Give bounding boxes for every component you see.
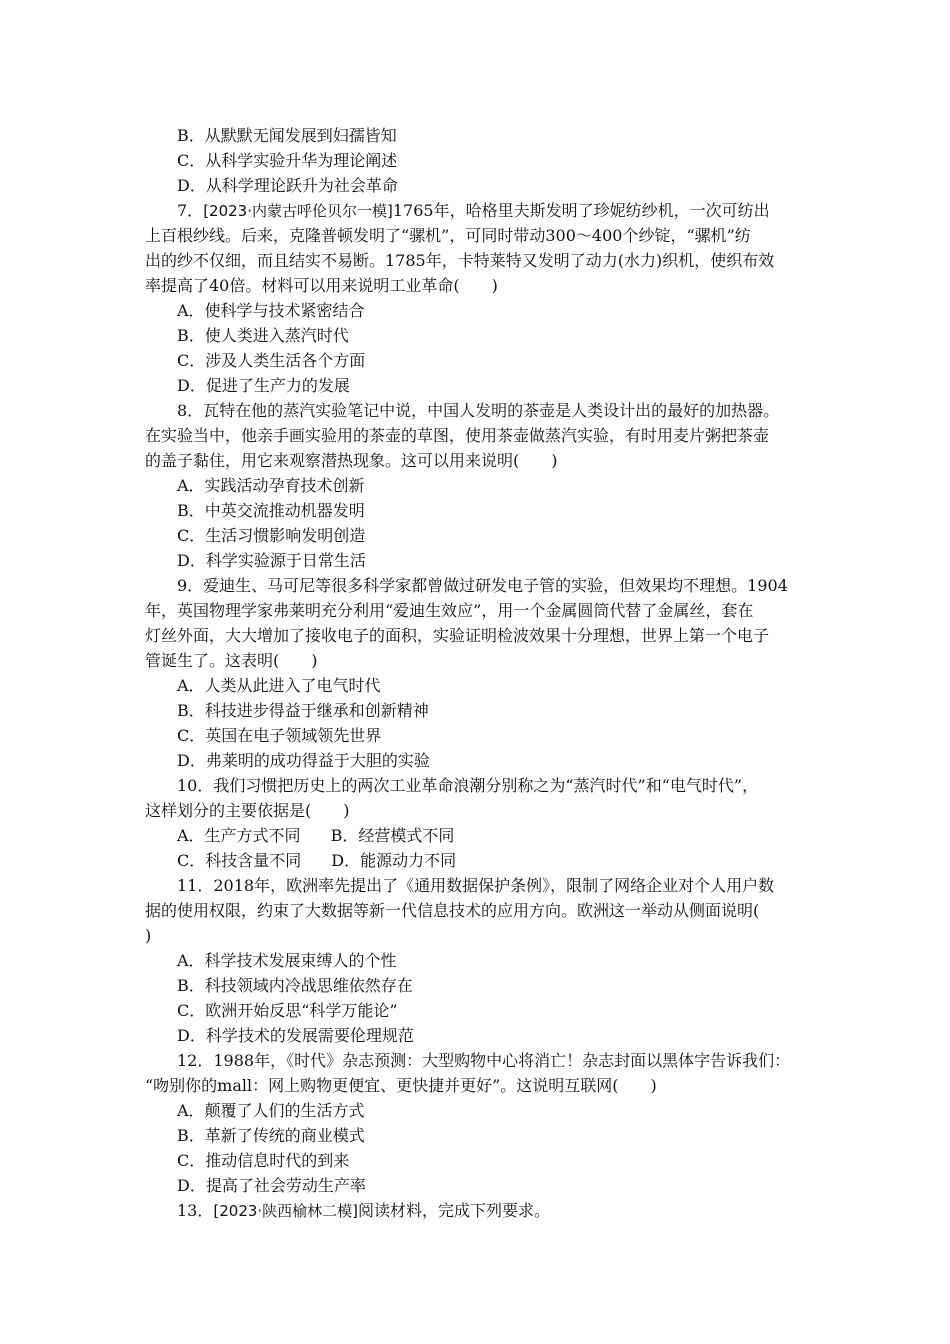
q12-option-b: B．革新了传统的商业模式 — [177, 1126, 365, 1145]
q9-option-d: D．弗莱明的成功得益于大胆的实验 — [177, 751, 430, 770]
q13-stem: 13．[2023·陕西榆林二模]阅读材料，完成下列要求。 — [177, 1201, 551, 1220]
q10-option-c: C．科技含量不同 — [177, 851, 302, 870]
document-page — [145, 123, 817, 1223]
q13-source: [2023·陕西榆林二模] — [213, 1202, 359, 1220]
q11-stem-line-2: 据的使用权限，约束了大数据等新一代信息技术的应用方向。欧洲这一举动从侧面说明( — [145, 901, 760, 920]
q7-option-c: C．涉及人类生活各个方面 — [177, 351, 366, 370]
q6-option-b: B．从默默无闻发展到妇孺皆知 — [177, 126, 397, 145]
q10-options-row-1 — [145, 823, 817, 848]
q12-option-d: D．提高了社会劳动生产率 — [177, 1176, 366, 1195]
q7-stem-line-3: 出的纱不仅细，而且结实不易断。1785年，卡特莱特又发明了动力(水力)织机，使织布效 — [145, 251, 775, 270]
q12-option-c: C．推动信息时代的到来 — [177, 1151, 350, 1170]
q10-stem-line-2: 这样划分的主要依据是( ) — [145, 801, 350, 820]
q8-option-b: B．中英交流推动机器发明 — [177, 501, 365, 520]
q11-option-b: B．科技领域内冷战思维依然存在 — [177, 976, 413, 995]
q11-option-a: A．科学技术发展束缚人的个性 — [177, 951, 397, 970]
q10-option-d: D．能源动力不同 — [331, 851, 457, 870]
q9-stem-line-4: 管诞生了。这表明( ) — [145, 651, 318, 670]
q7-stem-line-2: 上百根纱线。后来，克隆普顿发明了“骡机”，可同时带动300～400个纱锭，“骡机”纺 — [145, 226, 751, 245]
q12-stem-line-1: 12．1988年，《时代》杂志预测：大型购物中心将消亡！杂志封面以黑体字告诉我们： — [177, 1051, 791, 1070]
q10-options-row-2 — [145, 848, 817, 873]
q7-stem-line-4: 率提高了40倍。材料可以用来说明工业革命( ) — [145, 276, 498, 295]
q12-option-a: A．颠覆了人们的生活方式 — [177, 1101, 365, 1120]
q11-stem-line-1: 11．2018年，欧洲率先提出了《通用数据保护条例》，限制了网络企业对个人用户数 — [177, 876, 775, 895]
q12-stem-line-2: “吻别你的mall：网上购物更便宜、更快捷并更好”。这说明互联网( ) — [145, 1076, 657, 1095]
q7-option-a: A．使科学与技术紧密结合 — [177, 301, 365, 320]
q11-option-d: D．科学技术的发展需要伦理规范 — [177, 1026, 414, 1045]
q7-source: [2023·内蒙古呼伦贝尔一模] — [203, 202, 393, 220]
q7-option-b: B．使人类进入蒸汽时代 — [177, 326, 349, 345]
q9-option-c: C．英国在电子领域领先世界 — [177, 726, 382, 745]
q8-stem-line-1: 8．瓦特在他的蒸汽实验笔记中说，中国人发明的茶壶是人类设计出的最好的加热器。 — [177, 401, 780, 420]
q9-stem-line-1: 9．爱迪生、马可尼等很多科学家都曾做过研发电子管的实验，但效果均不理想。1904 — [177, 576, 788, 595]
q9-stem-line-2: 年，英国物理学家弗莱明充分利用“爱迪生效应”，用一个金属圆筒代替了金属丝，套在 — [145, 601, 754, 620]
q8-stem-line-3: 的盖子黏住，用它来观察潜热现象。这可以用来说明( ) — [145, 451, 558, 470]
q8-stem-line-2: 在实验当中，他亲手画实验用的茶壶的草图，使用茶壶做蒸汽实验，有时用麦片粥把茶壶 — [145, 426, 770, 445]
q8-option-a: A．实践活动孕育技术创新 — [177, 476, 365, 495]
q6-option-d: D．从科学理论跃升为社会革命 — [177, 176, 398, 195]
q9-option-a: A．人类从此进入了电气时代 — [177, 676, 381, 695]
q11-stem-line-3: ) — [145, 926, 152, 945]
q9-stem-line-3: 灯丝外面，大大增加了接收电子的面积，实验证明检波效果十分理想，世界上第一个电子 — [145, 626, 770, 645]
q10-option-b: B．经营模式不同 — [330, 826, 455, 845]
q7-stem-line-1: 7．[2023·内蒙古呼伦贝尔一模]1765年，哈格里夫斯发明了珍妮纺纱机，一次可纺出 — [177, 201, 770, 220]
q9-option-b: B．科技进步得益于继承和创新精神 — [177, 701, 429, 720]
q8-option-c: C．生活习惯影响发明创造 — [177, 526, 366, 545]
q11-option-c: C．欧洲开始反思“科学万能论” — [177, 1001, 398, 1020]
q8-option-d: D．科学实验源于日常生活 — [177, 551, 366, 570]
q6-option-c: C．从科学实验升华为理论阐述 — [177, 151, 398, 170]
q10-option-a: A．生产方式不同 — [177, 826, 301, 845]
q10-stem-line-1: 10．我们习惯把历史上的两次工业革命浪潮分别称之为“蒸汽时代”和“电气时代”， — [177, 776, 759, 795]
q7-option-d: D．促进了生产力的发展 — [177, 376, 350, 395]
